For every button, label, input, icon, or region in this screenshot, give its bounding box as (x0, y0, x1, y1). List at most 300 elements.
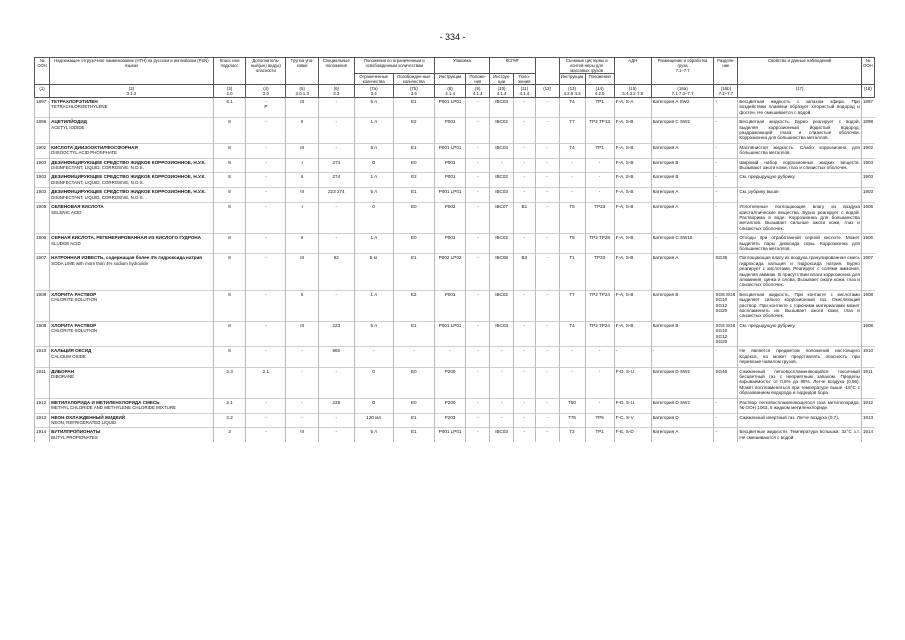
subsidiary-risk: - (246, 347, 286, 367)
ibc-instruction: IBC03 (490, 143, 514, 158)
stowage: Категория B (651, 290, 714, 321)
ems: F-A, S-B (614, 290, 651, 321)
packing-group: III (286, 188, 319, 203)
column-numbers-row: (1) (2) 3.1.2 (3) 2.0 (4) 2.0 (5) 2.0.1.3 (6) 3.3 (7a) 3.4 (7b) 3.5 (8) 4.1.4 (9) 4.1.4 (10) 4.1.4 (11) 4.1.4 (12) (13) 4.2.5 4.3 (14) 4.2.5 (15) 5.4.3.2 7.8 (16a) 7.1 7.3–7.7 (16b) 7.2–7.7 (17) (18) (35, 85, 875, 98)
tank-provision: TP2 TP13 (585, 118, 614, 144)
packing-provision: - (466, 143, 490, 158)
stowage: Категория C SW15 (651, 234, 714, 254)
col-pkg-instr: Инструкции (434, 74, 465, 85)
table-row (35, 321, 875, 347)
ibc-provision: B1 (514, 203, 536, 234)
tank-provision: - (585, 367, 614, 398)
excepted-quantity: E2 (393, 118, 434, 144)
name-russian: МЕТИЛХЛОРИДА И МЕТИЛЕНХЛОРИДА СМЕСЬ (51, 399, 160, 405)
un-number: 1903 (35, 173, 50, 188)
table-row (35, 398, 875, 413)
empty-cell: - (535, 158, 559, 173)
tank-instruction: - (559, 367, 585, 398)
un-number: 1902 (35, 143, 50, 158)
subsidiary-risk: 2.1 (246, 367, 286, 398)
tank-provision: TP2 TP28 (585, 234, 614, 254)
col-name: Надлежащее отгрузочное наименование (НТН) на русском и английском (PSN) языках (50, 58, 214, 85)
packing-group: - (286, 398, 319, 413)
name-russian: ДЕЗИНФИЦИРУЮЩЕЕ СРЕДСТВО ЖИДКОЕ КОРРОЗИОННОЕ, Н.У.К. (51, 174, 206, 180)
ibc-instruction: IBC02 (490, 173, 514, 188)
packing-group: II (286, 118, 319, 144)
packing-instruction: P001 (434, 290, 465, 321)
properties: Сжиженный инертный газ. Легче воздуха (0,7). (738, 413, 862, 428)
limited-quantity: 5 л (354, 428, 393, 442)
tank-provision: - (585, 158, 614, 173)
tank-provision: TP5 (585, 413, 614, 428)
packing-provision: - (466, 347, 490, 367)
limited-quantity: 5 л (354, 188, 393, 203)
stowage: Категория B (651, 321, 714, 347)
un-number-end: 1908 (861, 321, 874, 347)
shipping-name (50, 203, 214, 234)
packing-provision: - (466, 321, 490, 347)
col-ems: АДН (614, 58, 651, 85)
stowage: Категория A (651, 203, 714, 234)
empty-cell: - (535, 234, 559, 254)
tank-provision: - (585, 188, 614, 203)
special-provisions: 960 (318, 347, 354, 367)
excepted-quantity: E1 (393, 254, 434, 290)
special-provisions: 223 (318, 321, 354, 347)
col-class: Класс или подкласс (213, 58, 246, 85)
shipping-name (50, 173, 214, 188)
tank-instruction: T50 (559, 398, 585, 413)
class: 8 (213, 254, 246, 290)
col-packing-group: Группа упа-ковки (286, 58, 319, 85)
un-number-end: 1906 (861, 234, 874, 254)
excepted-quantity: E1 (393, 188, 434, 203)
empty-cell: - (535, 173, 559, 188)
tank-instruction: T75 (559, 413, 585, 428)
group-packagings: Упаковка (434, 58, 489, 74)
name-english: SELENIC ACID (51, 209, 82, 215)
un-number-end: 1907 (861, 254, 874, 290)
shipping-name (50, 398, 214, 413)
class: 6.1 (213, 98, 246, 118)
excepted-quantity: E1 (393, 321, 434, 347)
packing-group: III (286, 98, 319, 118)
class: 8 (213, 290, 246, 321)
group-limited-excepted: Положения по ограниченным и освобожденным количествам (354, 58, 434, 74)
shipping-name (50, 118, 214, 144)
page-number: - 334 - (439, 32, 466, 42)
class: 2.1 (213, 398, 246, 413)
tank-provision: - (585, 398, 614, 413)
tank-provision: TP1 (585, 428, 614, 442)
ems: F-A, S-B (614, 173, 651, 188)
limited-quantity: 1 л (354, 290, 393, 321)
shipping-name (50, 254, 214, 290)
subsidiary-risk: - (246, 173, 286, 188)
ibc-instruction: - (490, 367, 514, 398)
ibc-provision: - (514, 173, 536, 188)
empty-cell: - (535, 254, 559, 290)
packing-provision: - (466, 290, 490, 321)
ibc-provision: - (514, 321, 536, 347)
name-english: CHLORITE SOLUTION (51, 297, 98, 303)
name-russian: НЕОН ОХЛАЖДЕННЫЙ ЖИДКИЙ (51, 414, 126, 420)
table-body (35, 98, 875, 443)
shipping-name (50, 234, 214, 254)
stowage: Категория B (651, 173, 714, 188)
un-number: 1897 (35, 98, 50, 118)
limited-quantity: 5 л (354, 143, 393, 158)
un-number-end: 1911 (861, 367, 874, 398)
packing-instruction: P203 (434, 413, 465, 428)
subsidiary-risk: - (246, 413, 286, 428)
table-row (35, 234, 875, 254)
tank-provision: - (585, 347, 614, 367)
packing-instruction: P001 LP01 (434, 321, 465, 347)
table-row (35, 118, 875, 144)
stowage: Категория D (651, 413, 714, 428)
name-english: DISINFECTANT, LIQUID, CORROSIVE, N.O.S. (51, 179, 144, 185)
packing-instruction: P001 LP01 (434, 428, 465, 442)
shipping-name (50, 347, 214, 367)
stowage: Категория D SW2 (651, 367, 714, 398)
packing-provision: - (466, 398, 490, 413)
shipping-name (50, 188, 214, 203)
table-row (35, 290, 875, 321)
packing-instruction: P200 (434, 398, 465, 413)
limited-quantity: 5 л (354, 98, 393, 118)
shipping-name (50, 428, 214, 442)
segregation: SG6 SG8 SG10 SG12 SG20 (714, 321, 738, 347)
un-number: 1898 (35, 118, 50, 144)
ibc-instruction: - (490, 398, 514, 413)
name-russian: ДЕЗИНФИЦИРУЮЩЕЕ СРЕДСТВО ЖИДКОЕ КОРРОЗИОННОЕ, Н.У.К. (51, 159, 206, 165)
ibc-provision: - (514, 347, 536, 367)
subsidiary-risk: - (246, 143, 286, 158)
col-excepted: Освобожден-ные количества (393, 74, 434, 85)
table-row (35, 254, 875, 290)
special-provisions: 274 (318, 158, 354, 173)
limited-quantity: 0 (354, 367, 393, 398)
packing-group: II (286, 173, 319, 188)
packing-instruction: - (434, 347, 465, 367)
un-number-end: 1903 (861, 173, 874, 188)
packing-instruction: P002 LP02 (434, 254, 465, 290)
tank-provision: TP1 (585, 143, 614, 158)
segregation: - (714, 98, 738, 118)
subsidiary-risk: - (246, 321, 286, 347)
special-provisions: 223 274 (318, 188, 354, 203)
col-segregation: Разделе-ние (714, 58, 738, 85)
name-english: SODA LIME with more than 4% sodium hydroxide (51, 260, 149, 266)
col-un: № ООН (35, 58, 50, 85)
ibc-instruction: - (490, 413, 514, 428)
empty-cell: - (535, 143, 559, 158)
ems: - (614, 347, 651, 367)
packing-group: I (286, 158, 319, 173)
packing-group: II (286, 234, 319, 254)
ibc-instruction: IBC02 (490, 234, 514, 254)
tank-instruction: T7 (559, 118, 585, 144)
excepted-quantity: E1 (393, 428, 434, 442)
packing-provision: - (466, 98, 490, 118)
empty-cell: - (535, 203, 559, 234)
name-russian: АЦЕТИЛЙОДИД (51, 119, 87, 125)
limited-quantity: 0 (354, 203, 393, 234)
ibc-instruction: - (490, 347, 514, 367)
tank-instruction: T8 (559, 234, 585, 254)
name-russian: КАЛЬЦИЯ ОКСИД (51, 348, 92, 354)
un-number: 1914 (35, 428, 50, 442)
col-tank-prov: Положения (585, 74, 614, 85)
name-english: DIISOOCTYL ACID PHOSPHATE (51, 150, 118, 156)
ems: F-E, S-D (614, 428, 651, 442)
special-provisions: 228 (318, 398, 354, 413)
segregation: - (714, 173, 738, 188)
excepted-quantity: E0 (393, 234, 434, 254)
un-number-end: 1898 (861, 118, 874, 144)
ems: F-A, S-B (614, 234, 651, 254)
excepted-quantity: E2 (393, 290, 434, 321)
limited-quantity: 0 (354, 398, 393, 413)
special-provisions: - (318, 367, 354, 398)
col-empty-12 (535, 58, 559, 85)
un-number: 1912 (35, 398, 50, 413)
un-number-end: 1910 (861, 347, 874, 367)
ibc-instruction: IBC08 (490, 254, 514, 290)
segregation: - (714, 203, 738, 234)
name-english: ACETYL IODIDE (51, 124, 85, 130)
special-provisions: - (318, 98, 354, 118)
limited-quantity: 1 л (354, 173, 393, 188)
un-number-end: 1908 (861, 290, 874, 321)
subsidiary-risk: - (246, 290, 286, 321)
shipping-name (50, 98, 214, 118)
table-row (35, 428, 875, 442)
special-provisions: - (318, 413, 354, 428)
tank-instruction: T7 (559, 290, 585, 321)
name-english: METHYL CHLORIDE AND METHYLENE CHLORIDE MIXTURE (51, 405, 176, 411)
class: 8 (213, 203, 246, 234)
special-provisions: - (318, 203, 354, 234)
col-special-provisions: Специальные положения (318, 58, 354, 85)
properties: Уплотненные поглощающие влагу из воздуха кристаллические вещества. Бурно реагирует с водой. Растворима в воде. Коррозионна для большинства металлов. Вызывает сильные ожоги кожи, глаз и слизистых оболочек. (738, 203, 862, 234)
packing-group: - (286, 367, 319, 398)
tank-instruction: - (559, 347, 585, 367)
empty-cell: - (535, 188, 559, 203)
stowage: Категория A (651, 428, 714, 442)
subsidiary-risk: - (246, 398, 286, 413)
ibc-provision: - (514, 118, 536, 144)
name-english: DISINFECTANT, LIQUID, CORROSIVE, N.O.S. (51, 165, 144, 171)
limited-quantity: 5 кг (354, 254, 393, 290)
empty-cell: - (535, 428, 559, 442)
ems: F-A, S-B (614, 203, 651, 234)
properties: Бесцветная жидкость. При контакте с кислотами выделяет сильно коррозионный газ. Окисляющий раствор. При контакте с горючими материалами может воспламенить их. Вызывает ожоги кожи, глаз и слизистых оболочек. (738, 290, 862, 321)
un-number: 1913 (35, 413, 50, 428)
tank-provision: TP33 (585, 254, 614, 290)
un-number: 1911 (35, 367, 50, 398)
empty-cell: - (535, 118, 559, 144)
packing-group: I (286, 203, 319, 234)
tank-instruction: - (559, 188, 585, 203)
packing-group: III (286, 254, 319, 290)
un-number: 1908 (35, 321, 50, 347)
packing-provision: - (466, 173, 490, 188)
stowage: - (651, 347, 714, 367)
name-russian: СЕЛЕНОВАЯ КИСЛОТА (51, 204, 104, 210)
shipping-name (50, 367, 214, 398)
subsidiary-risk: - (246, 234, 286, 254)
ibc-instruction: IBC07 (490, 203, 514, 234)
segregation: SG6 SG8 SG10 SG12 SG20 (714, 290, 738, 321)
name-english: CALCIUM OXIDE (51, 353, 86, 359)
col-tank-instr: Инструкции (559, 74, 585, 85)
empty-cell: - (535, 98, 559, 118)
subsidiary-risk: - (246, 203, 286, 234)
tank-instruction: T2 (559, 428, 585, 442)
name-russian: ТЕТРАХЛОРЭТИЛЕН (51, 99, 98, 104)
properties: См. предыдущую рубрику. (738, 321, 862, 347)
un-number-end: 1902 (861, 143, 874, 158)
properties: Раствор легковоспламеняющегося газа метилхлорида, № ООН 1063, в жидком метиленхлориде. (738, 398, 862, 413)
limited-quantity: 1 л (354, 234, 393, 254)
col-ibc-prov: Поло-жения (514, 74, 536, 85)
segregation: - (714, 398, 738, 413)
ibc-provision: - (514, 290, 536, 321)
name-russian: ХЛОРИТА РАСТВОР (51, 291, 97, 297)
packing-provision: - (466, 428, 490, 442)
special-provisions: - (318, 290, 354, 321)
special-provisions: - (318, 118, 354, 144)
segregation: - (714, 143, 738, 158)
packing-group: III (286, 143, 319, 158)
name-english: NEON, REFRIGERATED LIQUID (51, 419, 117, 425)
class: 8 (213, 158, 246, 173)
packing-provision: - (466, 254, 490, 290)
excepted-quantity: E0 (393, 203, 434, 234)
tank-instruction: T1 (559, 254, 585, 290)
empty-cell: - (535, 290, 559, 321)
ems: F-A, S-B (614, 188, 651, 203)
properties: Не является предметом положений настоящего Кодекса, но может представлять опасность при перевозке навалом грузов. (738, 347, 862, 367)
ibc-provision: - (514, 398, 536, 413)
subsidiary-risk: - (246, 158, 286, 173)
properties: Широкий набор коррозионных жидких веществ. Вызывают ожоги кожи, глаз и слизистых оболочек. (738, 158, 862, 173)
stowage: Категория A (651, 254, 714, 290)
ibc-instruction: IBC02 (490, 118, 514, 144)
special-provisions: - (318, 143, 354, 158)
ems: F-A, S-B (614, 143, 651, 158)
subsidiary-risk: - (246, 428, 286, 442)
name-russian: НАТРОННАЯ ИЗВЕСТЬ, содержащая более 4% гидроксида натрия (51, 255, 202, 261)
ibc-provision: - (514, 158, 536, 173)
segregation: - (714, 234, 738, 254)
properties: См. рубрику выше. (738, 188, 862, 203)
tank-provision: TP2 TP24 (585, 290, 614, 321)
tank-instruction: T4 (559, 321, 585, 347)
class: 8 (213, 234, 246, 254)
limited-quantity: - (354, 347, 393, 367)
packing-instruction: P001 (434, 173, 465, 188)
name-russian: БУТИЛПРОПИОНАТЫ (51, 429, 101, 435)
ems: F-A, S-B (614, 118, 651, 144)
packing-instruction: P001 (434, 118, 465, 144)
excepted-quantity: E1 (393, 98, 434, 118)
class: 3 (213, 428, 246, 442)
shipping-name (50, 158, 214, 173)
packing-instruction: P001 LP01 (434, 143, 465, 158)
packing-instruction: P001 (434, 234, 465, 254)
packing-provision: - (466, 118, 490, 144)
special-provisions: 274 (318, 173, 354, 188)
name-english: BUTYL PROPIONATES (51, 434, 98, 440)
ibc-provision: - (514, 188, 536, 203)
un-number: 1905 (35, 203, 50, 234)
table-row (35, 188, 875, 203)
tank-provision: TP1 (585, 98, 614, 118)
un-number-end: 1912 (861, 398, 874, 413)
class: 8 (213, 188, 246, 203)
name-russian: ДИБОРАН (51, 368, 74, 374)
name-english: CHLORITE SOLUTION (51, 328, 98, 334)
tank-instruction: - (559, 158, 585, 173)
class: 8 (213, 173, 246, 188)
un-number: 1903 (35, 188, 50, 203)
tank-instruction: T4 (559, 143, 585, 158)
ibc-provision: B3 (514, 254, 536, 290)
packing-instruction: P001 LP01 (434, 188, 465, 203)
name-english: DISINFECTANT, LIQUID, CORROSIVE, N.O.S. (51, 194, 144, 200)
limited-quantity: 0 (354, 158, 393, 173)
empty-cell: - (535, 347, 559, 367)
packing-provision: - (466, 234, 490, 254)
special-provisions: 62 (318, 254, 354, 290)
empty-cell: - (535, 367, 559, 398)
ems: F-A, S-B (614, 254, 651, 290)
excepted-quantity: E1 (393, 413, 434, 428)
segregation: - (714, 118, 738, 144)
un-number: 1903 (35, 158, 50, 173)
ems: F-A, S-B (614, 158, 651, 173)
properties: Бесцветные жидкости. Температура вспышки: 32°C з.т. Не смешиваются с водой. (738, 428, 862, 442)
packing-group: - (286, 413, 319, 428)
name-english: TETRACHLOROETHYLENE (51, 104, 108, 110)
shipping-name (50, 413, 214, 428)
group-tanks: Съемные цистерны и контей-неры для массовых грузов (559, 58, 614, 74)
ems: F-D, S-U (614, 398, 651, 413)
class: 8 (213, 118, 246, 144)
stowage: Категория B (651, 158, 714, 173)
col-properties: Свойства и данные наблюдений (738, 58, 862, 85)
un-number: 1907 (35, 254, 50, 290)
class: 8 (213, 347, 246, 367)
table-row (35, 347, 875, 367)
properties: Отходы при отработанной серной кислоте. Может выделять пары диоксида серы. Коррозионна для большинства металлов. (738, 234, 862, 254)
packing-provision: - (466, 203, 490, 234)
limited-quantity: 120 мл (354, 413, 393, 428)
col-subsidiary: Дополнитель-ный(ые) вид(ы) опасности (246, 58, 286, 85)
name-russian: ХЛОРИТА РАСТВОР (51, 322, 97, 328)
name-english: SLUDGE ACID (51, 240, 81, 246)
empty-cell: - (535, 413, 559, 428)
class: 8 (213, 321, 246, 347)
un-number-end: 1897 (861, 98, 874, 118)
ibc-provision: - (514, 413, 536, 428)
table-row (35, 203, 875, 234)
excepted-quantity: - (393, 347, 434, 367)
packing-provision: - (466, 413, 490, 428)
